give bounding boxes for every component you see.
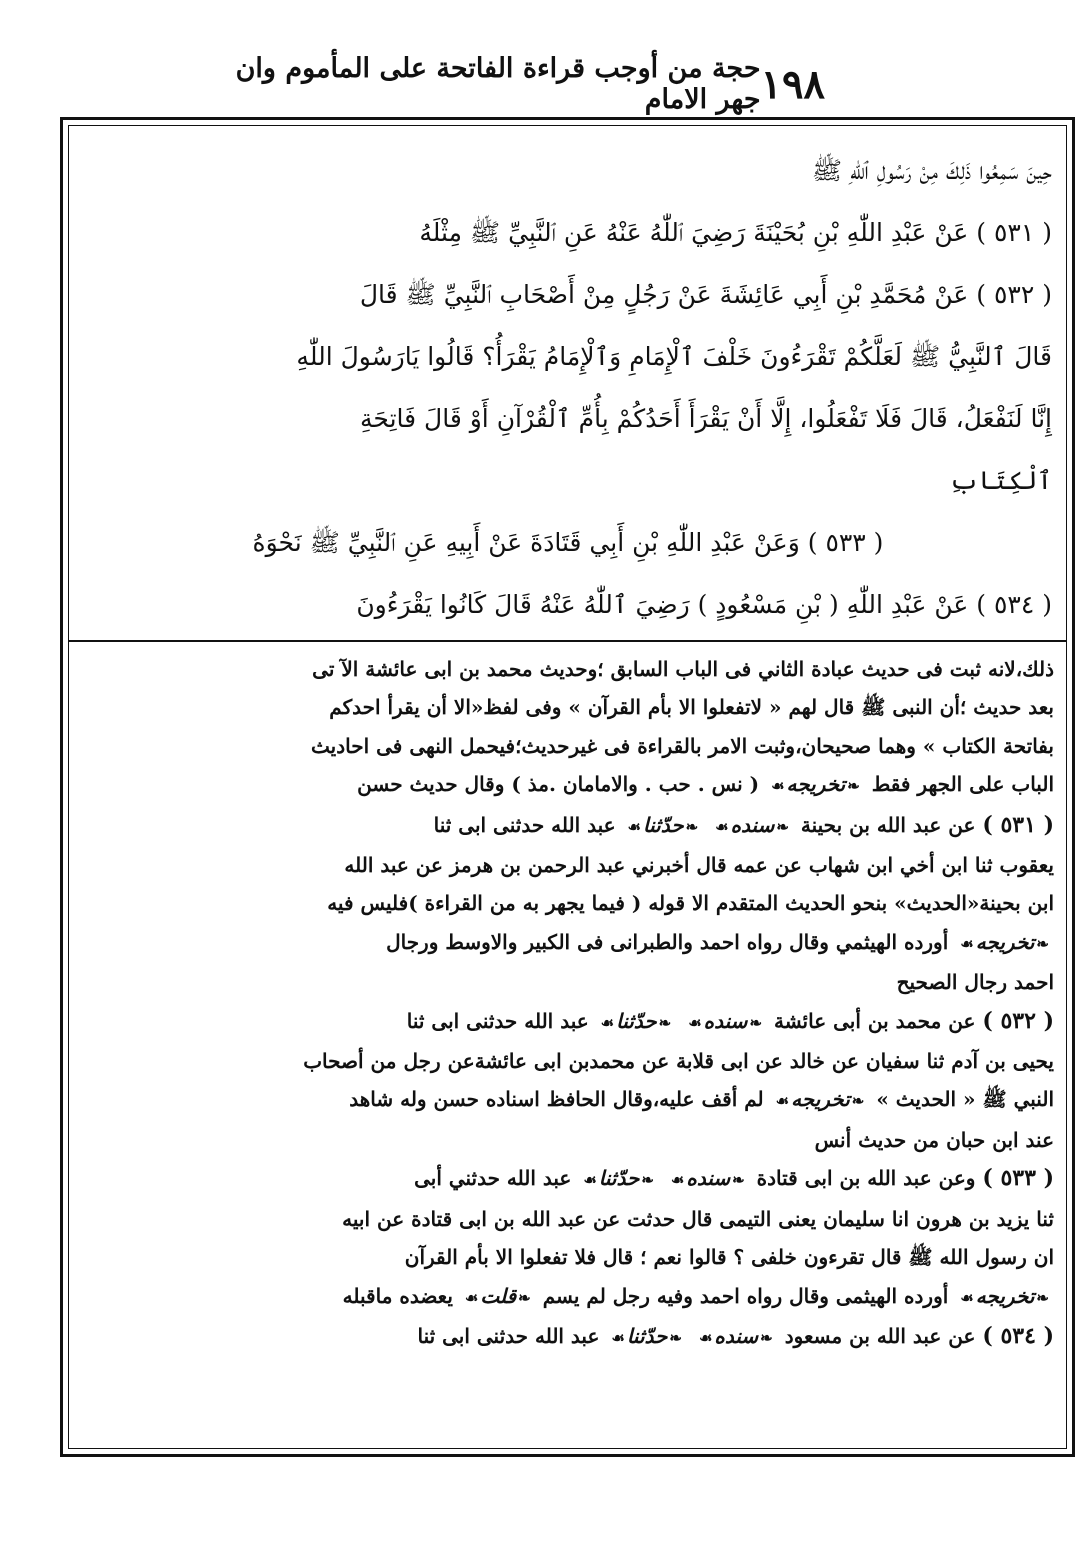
sanad-label: ❧ سنده ☙ [683, 1009, 767, 1033]
hadith-number: ( ٥٣٣ ) [982, 1165, 1054, 1192]
page-header [215, 53, 825, 115]
hadith-number: ( ٥٣٢ ) [982, 1007, 1054, 1034]
commentary-line: احمد رجال الصحيح [896, 970, 1054, 995]
commentary-line: بعد حديث ؛أن النبى ﷺ قال لهم « لاتفعلوا الا بأم القرآن » وفى لفظ«الا أن يقرأ احدكم [329, 695, 1054, 720]
matn-line: حِينَ سَمِعُوا ذَلِكَ مِنْ رَسُولِ ٱللّٰهِ ﷺ [811, 156, 1052, 185]
commentary-line: ان رسول الله ﷺ قال تقرءون خلفى ؟ قالوا نعم ؛ قال فلا تفعلوا الا بأم القرآن [404, 1245, 1054, 1270]
running-title: حجة من أوجب قراءة الفاتحة على المأموم وان جهر الامام [235, 53, 761, 115]
entry-header [82, 1002, 1054, 1042]
commentary-line [82, 765, 1054, 805]
commentary-line: ابن بحينة«الحديث» بنحو الحديث المتقدم الا قوله ( فيما يجهر به من القراءة )فليس فيه [327, 891, 1054, 916]
entry-head: عن عبد الله بن بحينة [800, 812, 976, 837]
entry-header [82, 1317, 1054, 1357]
commentary-line: يعقوب ثنا ابن أخي ابن شهاب عن عمه قال أخبرني عبد الرحمن بن هرمز عن عبد الله [344, 853, 1054, 878]
commentary-text: عبد الله حدثني أبى [414, 1166, 572, 1191]
section-divider [68, 640, 1067, 642]
hadith-text [82, 140, 1054, 630]
sanad-label: ❧ سنده ☙ [666, 1166, 750, 1190]
sanad-label: ❧ سنده ☙ [694, 1324, 778, 1348]
takhrij-label: ❧ تخريجه ☙ [955, 930, 1054, 954]
matn-line: قَالَ ٱلنَّبِيُّ ﷺ لَعَلَّكُمْ تَقْرَءُونَ خَلْفَ ٱلْإِمَامِ وَٱلْإِمَامُ يَقْرَأُ؟ قَالُوا يَارَسُولَ اللّٰهِ [296, 342, 1052, 371]
commentary-line: يحيى بن آدم ثنا سفيان عن خالد عن ابى قلابة عن محمدبن ابى عائشةعن رجل من أصحاب [303, 1049, 1054, 1074]
commentary [82, 650, 1054, 1440]
entry-head: عن محمد بن أبى عائشة [773, 1008, 976, 1033]
commentary-text: أورده الهيثمى وقال رواه احمد وفيه رجل لم يسم [542, 1283, 949, 1308]
commentary-text: عبد الله حدثنى ابى ثنا [406, 1008, 589, 1033]
matn-line: إِنَّا لَنَفْعَلُ، قَالَ فَلَا تَفْعَلُوا، إِلَّا أَنْ يَقْرَأَ أَحَدُكُمْ بِأُمِّ ٱلْقُرْآنِ أَوْ قَالَ فَاتِحَةِ [360, 404, 1052, 433]
haddathana-label: ❧ حدّثنا ☙ [596, 1009, 677, 1033]
hadith-number: ( ٥٣٤ ) [982, 1322, 1054, 1349]
commentary-line [82, 1277, 1054, 1317]
commentary-line: ذلك،لانه ثبت فى حديث عبادة الثاني فى الباب السابق ؛وحديث محمد بن ابى عائشة الآ تى [312, 657, 1054, 681]
takhrij-label: ❧ تخريجه ☙ [771, 1087, 870, 1111]
qult-label: ❧ قلت ☙ [460, 1284, 536, 1308]
matn-line: ٱلْكِتَابِ [949, 466, 1052, 495]
hadith-number: ( ٥٣١ ) [982, 811, 1054, 838]
entry-head: عن عبد الله بن مسعود [784, 1323, 976, 1348]
commentary-text: يعضده ماقبله [342, 1283, 453, 1308]
commentary-line: بفاتحة الكتاب » وهما صحيحان،وثبت الامر بالقراءة فى غيرحديث؛فيحمل النهى فى احاديث [311, 733, 1054, 758]
commentary-text: عبد الله حدثنى ابى ثنا [417, 1323, 600, 1348]
matn-line: ( ٥٣١ ) عَنْ عَبْدِ اللّٰهِ بْنِ بُحَيْنَةَ رَضِيَ ٱللّٰهُ عَنْهُ عَنِ ٱلنَّبِيِّ ﷺ مِثْلَهُ [419, 218, 1052, 247]
commentary-text: ( نس . حب . والامامان .مذ ) وقال حديث حسن [357, 772, 760, 797]
sanad-label: ❧ سنده ☙ [710, 813, 794, 837]
commentary-line: عند ابن حبان من حديث أنس [814, 1127, 1054, 1152]
matn-line: ( ٥٣٢ ) عَنْ مُحَمَّدِ بْنِ أَبِي عَائِشَةَ عَنْ رَجُلٍ مِنْ أَصْحَابِ ٱلنَّبِيِّ ﷺ قَالَ [359, 280, 1052, 309]
takhrij-label: ❧ تخريجه ☙ [766, 772, 865, 796]
page-number: ١٩٨ [760, 60, 825, 108]
commentary-line [82, 1080, 1054, 1120]
commentary-text: الباب على الجهر فقط [871, 772, 1054, 797]
haddathana-label: ❧ حدّثنا ☙ [623, 813, 704, 837]
haddathana-label: ❧ حدّثنا ☙ [606, 1324, 687, 1348]
takhrij-label: ❧ تخريجه ☙ [955, 1284, 1054, 1308]
commentary-text: أورده الهيثمي وقال رواه احمد والطبرانى فى الكبير والاوسط ورجال [386, 929, 949, 954]
entry-header [82, 1159, 1054, 1199]
commentary-text: عبد الله حدثنى ابى ثنا [433, 812, 616, 837]
commentary-text: النبي ﷺ « الحديث » [876, 1087, 1054, 1112]
haddathana-label: ❧ حدّثنا ☙ [578, 1166, 659, 1190]
commentary-text: لم أقف عليه،وقال الحافظ اسناده حسن وله شاهد [349, 1087, 764, 1112]
matn-line: ( ٥٣٤ ) عَنْ عَبْدِ اللّٰهِ ( بْنِ مَسْعُودٍ ) رَضِيَ ٱللّٰهُ عَنْهُ قَالَ كَانُوا يَقْرَءُونَ [356, 590, 1052, 619]
entry-header [82, 806, 1054, 846]
commentary-line [82, 923, 1054, 963]
entry-head: وعن عبد الله بن ابى قتادة [756, 1166, 976, 1191]
matn-line: ( ٥٣٣ ) وَعَنْ عَبْدِ اللّٰهِ بْنِ أَبِي قَتَادَةَ عَنْ أَبِيهِ عَنِ ٱلنَّبِيِّ ﷺ نَحْوَهُ [252, 528, 884, 557]
commentary-line: ثنا يزيد بن هرون انا سليمان يعنى التيمى قال حدثت عن عبد الله بن ابى قتادة عن ابيه [342, 1206, 1054, 1231]
